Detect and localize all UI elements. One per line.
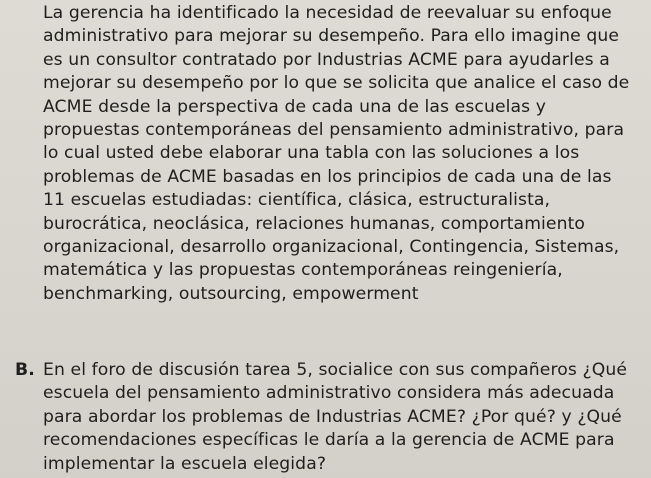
paragraph-a-line: ACME desde la perspectiva de cada una de las escuelas y	[43, 96, 547, 117]
paragraph-a-line: benchmarking, outsourcing, empowerment	[43, 283, 419, 304]
paragraph-b-line: implementar la escuela elegida?	[43, 453, 327, 474]
paragraph-b-line: escuela del pensamiento administrativo considera más adecuada	[43, 383, 615, 404]
paragraph-b	[15, 359, 647, 476]
paragraph-a-line: lo cual usted debe elaborar una tabla con las soluciones a los	[43, 143, 580, 164]
paragraph-a-line: problemas de ACME basadas en los principios de cada una de las	[43, 166, 612, 187]
list-marker-b: B.	[15, 360, 35, 380]
paragraph-a-line: propuestas contemporáneas del pensamiento administrativo, para	[43, 120, 625, 141]
paragraph-b-line: recomendaciones específicas le daría a la gerencia de ACME para	[43, 430, 615, 451]
paragraph-a-line: matemática y las propuestas contemporáneas reingeniería,	[43, 260, 563, 281]
paragraph-b-line: En el foro de discusión tarea 5, socialice con sus compañeros ¿Qué	[43, 360, 627, 380]
paragraph-a-line: administrativo para mejorar su desempeño. Para ello imagine que	[43, 26, 620, 47]
paragraph-a-line: 11 escuelas estudiadas: científica, clásica, estructuralista,	[43, 190, 551, 211]
paragraph-a-line: burocrática, neoclásica, relaciones humanas, comportamiento	[43, 213, 586, 234]
paragraph-a-line: mejorar su desempeño por lo que se solicita que analice el caso de	[43, 73, 630, 94]
paragraph-a-line: La gerencia ha identificado la necesidad de reevaluar su enfoque	[43, 3, 612, 23]
paragraph-b-line: para abordar los problemas de Industrias ACME? ¿Por qué? y ¿Qué	[43, 406, 622, 427]
paragraph-a	[43, 2, 647, 306]
paragraph-a-line: es un consultor contratado por Industrias ACME para ayudarles a	[43, 49, 610, 70]
paragraph-a-line: organizacional, desarrollo organizacional, Contingencia, Sistemas,	[43, 237, 620, 258]
